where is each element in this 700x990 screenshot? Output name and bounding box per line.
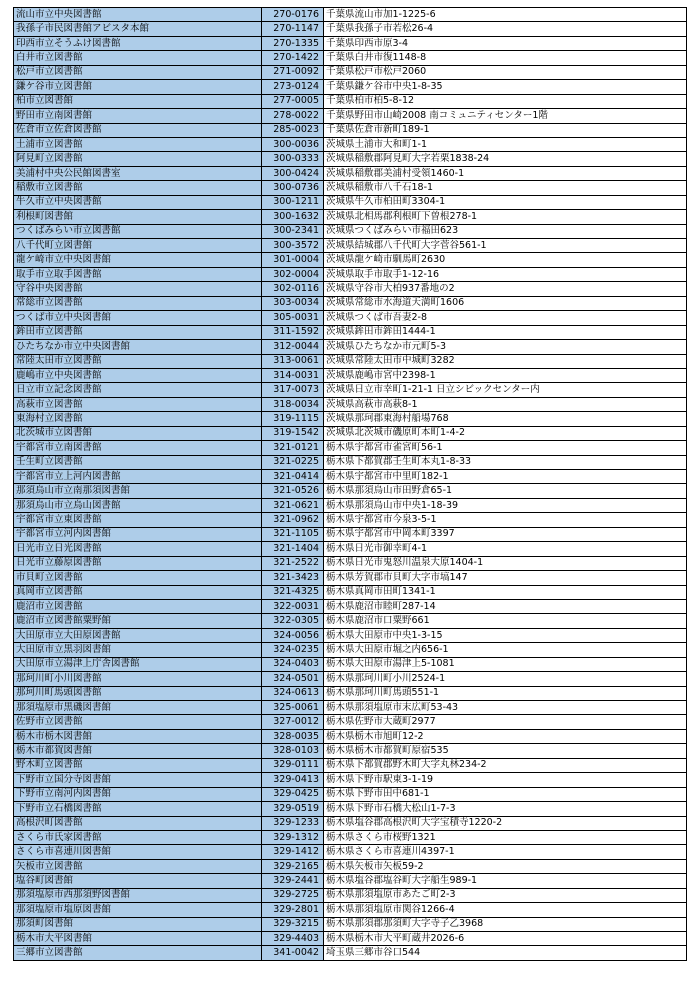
library-name-cell: 北茨城市立図書館 [14, 426, 262, 440]
table-row [14, 51, 687, 65]
library-name-cell: 東海村立図書館 [14, 412, 262, 426]
table-row [14, 773, 687, 787]
table-row [14, 628, 687, 642]
library-name-cell: 高根沢町図書館 [14, 816, 262, 830]
table-row [14, 657, 687, 671]
library-name-cell: 市貝町立図書館 [14, 571, 262, 585]
postal-code-cell: 321-0414 [262, 470, 324, 484]
table-row [14, 311, 687, 325]
postal-code-cell: 277-0005 [262, 94, 324, 108]
address-cell: 茨城県北相馬郡利根町下曽根278-1 [324, 210, 687, 224]
address-cell: 栃木県那珂川町馬頭551-1 [324, 686, 687, 700]
address-cell: 茨城県稲敷市八千石18-1 [324, 181, 687, 195]
postal-code-cell: 329-3215 [262, 917, 324, 931]
postal-code-cell: 325-0061 [262, 701, 324, 715]
address-cell: 栃木県宇都宮市今泉3-5-1 [324, 513, 687, 527]
address-cell: 茨城県常総市水海道天満町1606 [324, 296, 687, 310]
library-name-cell: つくばみらい市立図書館 [14, 224, 262, 238]
address-cell: 茨城県つくば市吾妻2-8 [324, 311, 687, 325]
library-name-cell: 八千代町立図書館 [14, 239, 262, 253]
postal-code-cell: 311-1592 [262, 325, 324, 339]
postal-code-cell: 318-0034 [262, 397, 324, 411]
postal-code-cell: 321-2522 [262, 556, 324, 570]
postal-code-cell: 313-0061 [262, 354, 324, 368]
address-cell: 栃木県栃木市都賀町原宿535 [324, 744, 687, 758]
table-row [14, 181, 687, 195]
address-cell: 栃木県さくら市喜連川4397-1 [324, 845, 687, 859]
library-name-cell: 野田市立南図書館 [14, 109, 262, 123]
table-row [14, 686, 687, 700]
table-row [14, 296, 687, 310]
postal-code-cell: 328-0035 [262, 729, 324, 743]
library-name-cell: 那須町図書館 [14, 917, 262, 931]
postal-code-cell: 300-1632 [262, 210, 324, 224]
postal-code-cell: 324-0403 [262, 657, 324, 671]
postal-code-cell: 270-1422 [262, 51, 324, 65]
postal-code-cell: 329-1233 [262, 816, 324, 830]
table-row [14, 701, 687, 715]
table-row [14, 599, 687, 613]
address-cell: 千葉県佐倉市新町189-1 [324, 123, 687, 137]
address-cell: 栃木県那須烏山市中央1-18-39 [324, 498, 687, 512]
library-name-cell: 塩谷町図書館 [14, 874, 262, 888]
library-name-cell: ひたちなか市立中央図書館 [14, 340, 262, 354]
library-name-cell: 阿見町立図書館 [14, 152, 262, 166]
address-cell: 栃木県宇都宮市雀宮町56-1 [324, 441, 687, 455]
table-row [14, 152, 687, 166]
postal-code-cell: 324-0613 [262, 686, 324, 700]
table-row [14, 470, 687, 484]
address-cell: 栃木県日光市鬼怒川温泉大原1404-1 [324, 556, 687, 570]
address-cell: 栃木県真岡市田町1341-1 [324, 585, 687, 599]
address-cell: 千葉県柏市柏5-8-12 [324, 94, 687, 108]
library-name-cell: 那須塩原市西那須野図書館 [14, 888, 262, 902]
address-cell: 栃木県日光市御幸町4-1 [324, 542, 687, 556]
postal-code-cell: 329-2441 [262, 874, 324, 888]
table-row [14, 36, 687, 50]
address-cell: 千葉県印西市原3-4 [324, 36, 687, 50]
library-name-cell: 常総市立図書館 [14, 296, 262, 310]
postal-code-cell: 322-0031 [262, 599, 324, 613]
table-row [14, 210, 687, 224]
postal-code-cell: 271-0092 [262, 65, 324, 79]
library-name-cell: 那須烏山市立南那須図書館 [14, 484, 262, 498]
library-name-cell: 龍ケ崎市立中央図書館 [14, 253, 262, 267]
postal-code-cell: 329-0413 [262, 773, 324, 787]
table-row [14, 946, 687, 960]
table-row [14, 585, 687, 599]
address-cell: 栃木県宇都宮市中里町182-1 [324, 470, 687, 484]
library-name-cell: 栃木市大平図書館 [14, 932, 262, 946]
postal-code-cell: 329-4403 [262, 932, 324, 946]
postal-code-cell: 321-0121 [262, 441, 324, 455]
library-name-cell: 三郷市立図書館 [14, 946, 262, 960]
library-name-cell: 宇都宮市立東図書館 [14, 513, 262, 527]
library-name-cell: 美浦村中央公民館図書室 [14, 166, 262, 180]
table-row [14, 325, 687, 339]
table-row [14, 426, 687, 440]
table-row [14, 542, 687, 556]
address-cell: 茨城県つくばみらい市福田623 [324, 224, 687, 238]
table-row [14, 830, 687, 844]
table-row [14, 8, 687, 22]
address-cell: 茨城県龍ケ崎市馴馬町2630 [324, 253, 687, 267]
library-name-cell: 松戸市立図書館 [14, 65, 262, 79]
address-cell: 栃木県那須郡那須町大字寺子乙3968 [324, 917, 687, 931]
library-name-cell: 野木町立図書館 [14, 758, 262, 772]
postal-code-cell: 319-1542 [262, 426, 324, 440]
postal-code-cell: 300-0333 [262, 152, 324, 166]
address-cell: 栃木県大田原市中央1-3-15 [324, 628, 687, 642]
table-row [14, 802, 687, 816]
table-row [14, 65, 687, 79]
address-cell: 栃木県大田原市湯津上5-1081 [324, 657, 687, 671]
table-row [14, 267, 687, 281]
table-row [14, 816, 687, 830]
address-cell: 栃木県鹿沼市口粟野661 [324, 614, 687, 628]
postal-code-cell: 322-0305 [262, 614, 324, 628]
library-name-cell: 利根町図書館 [14, 210, 262, 224]
address-cell: 千葉県松戸市松戸2060 [324, 65, 687, 79]
library-name-cell: 大田原市立湯津上庁舎図書館 [14, 657, 262, 671]
postal-code-cell: 321-0962 [262, 513, 324, 527]
table-row [14, 932, 687, 946]
address-cell: 埼玉県三郷市谷口544 [324, 946, 687, 960]
address-cell: 千葉県鎌ケ谷市中央1-8-35 [324, 80, 687, 94]
library-name-cell: 矢板市立図書館 [14, 859, 262, 873]
postal-code-cell: 300-0036 [262, 137, 324, 151]
postal-code-cell: 273-0124 [262, 80, 324, 94]
table-row [14, 484, 687, 498]
address-cell: 栃木県栃木市旭町12-2 [324, 729, 687, 743]
postal-code-cell: 270-1147 [262, 22, 324, 36]
address-cell: 茨城県高萩市高萩8-1 [324, 397, 687, 411]
postal-code-cell: 329-0519 [262, 802, 324, 816]
postal-code-cell: 312-0044 [262, 340, 324, 354]
library-name-cell: 鹿沼市立図書館粟野館 [14, 614, 262, 628]
library-name-cell: 白井市立図書館 [14, 51, 262, 65]
table-row [14, 527, 687, 541]
address-cell: 栃木県佐野市大蔵町2977 [324, 715, 687, 729]
library-name-cell: 下野市立南河内図書館 [14, 787, 262, 801]
library-name-cell: 下野市立国分寺図書館 [14, 773, 262, 787]
postal-code-cell: 321-1404 [262, 542, 324, 556]
address-cell: 栃木県下野市駅東3-1-19 [324, 773, 687, 787]
address-cell: 栃木県下都賀郡野木町大字丸林234-2 [324, 758, 687, 772]
postal-code-cell: 300-1211 [262, 195, 324, 209]
postal-code-cell: 300-0424 [262, 166, 324, 180]
table-row [14, 888, 687, 902]
table-row [14, 368, 687, 382]
address-cell: 千葉県野田市山崎2008 南コミュニティセンター1階 [324, 109, 687, 123]
postal-code-cell: 278-0022 [262, 109, 324, 123]
table-row [14, 729, 687, 743]
postal-code-cell: 329-2725 [262, 888, 324, 902]
library-name-cell: 土浦市立図書館 [14, 137, 262, 151]
postal-code-cell: 329-1412 [262, 845, 324, 859]
address-cell: 茨城県那珂郡東海村船場768 [324, 412, 687, 426]
table-row [14, 340, 687, 354]
library-name-cell: 大田原市立大田原図書館 [14, 628, 262, 642]
address-cell: 栃木県那須塩原市関谷1266-4 [324, 903, 687, 917]
address-cell: 栃木県宇都宮市中岡本町3397 [324, 527, 687, 541]
library-name-cell: 常陸太田市立図書館 [14, 354, 262, 368]
library-table [13, 7, 687, 961]
library-name-cell: 牛久市立中央図書館 [14, 195, 262, 209]
postal-code-cell: 321-0225 [262, 455, 324, 469]
table-row [14, 239, 687, 253]
table-row [14, 513, 687, 527]
address-cell: 茨城県鉾田市鉾田1444-1 [324, 325, 687, 339]
table-row [14, 253, 687, 267]
library-name-cell: 鉾田市立図書館 [14, 325, 262, 339]
postal-code-cell: 302-0004 [262, 267, 324, 281]
address-cell: 栃木県塩谷郡高根沢町大字宝積寺1220-2 [324, 816, 687, 830]
library-name-cell: さくら市喜連川図書館 [14, 845, 262, 859]
library-name-cell: 下野市立石橋図書館 [14, 802, 262, 816]
address-cell: 栃木県塩谷郡塩谷町大字船生989-1 [324, 874, 687, 888]
table-row [14, 556, 687, 570]
postal-code-cell: 305-0031 [262, 311, 324, 325]
address-cell: 茨城県鹿嶋市宮中2398-1 [324, 368, 687, 382]
library-name-cell: 那須塩原市塩原図書館 [14, 903, 262, 917]
library-name-cell: 佐倉市立佐倉図書館 [14, 123, 262, 137]
address-cell: 栃木県下都賀郡壬生町本丸1-8-33 [324, 455, 687, 469]
postal-code-cell: 328-0103 [262, 744, 324, 758]
library-name-cell: 那須塩原市黒磯図書館 [14, 701, 262, 715]
table-row [14, 571, 687, 585]
library-name-cell: つくば市立中央図書館 [14, 311, 262, 325]
postal-code-cell: 329-2165 [262, 859, 324, 873]
postal-code-cell: 270-0176 [262, 8, 324, 22]
address-cell: 茨城県結城郡八千代町大字菅谷561-1 [324, 239, 687, 253]
postal-code-cell: 314-0031 [262, 368, 324, 382]
postal-code-cell: 321-0526 [262, 484, 324, 498]
postal-code-cell: 329-0425 [262, 787, 324, 801]
library-name-cell: 日立市立記念図書館 [14, 383, 262, 397]
library-name-cell: 日光市立藤原図書館 [14, 556, 262, 570]
table-row [14, 787, 687, 801]
address-cell: 茨城県稲敷郡美浦村受領1460-1 [324, 166, 687, 180]
postal-code-cell: 341-0042 [262, 946, 324, 960]
table-row [14, 94, 687, 108]
library-name-cell: 守谷中央図書館 [14, 282, 262, 296]
library-name-cell: 鹿嶋市立中央図書館 [14, 368, 262, 382]
address-cell: 栃木県鹿沼市睦町287-14 [324, 599, 687, 613]
library-name-cell: 那珂川町馬頭図書館 [14, 686, 262, 700]
address-cell: 栃木県矢板市矢板59-2 [324, 859, 687, 873]
library-name-cell: 鹿沼市立図書館 [14, 599, 262, 613]
postal-code-cell: 285-0023 [262, 123, 324, 137]
postal-code-cell: 321-3423 [262, 571, 324, 585]
table-row [14, 224, 687, 238]
table-row [14, 80, 687, 94]
postal-code-cell: 302-0116 [262, 282, 324, 296]
address-cell: 栃木県那須塩原市末広町53-43 [324, 701, 687, 715]
postal-code-cell: 270-1335 [262, 36, 324, 50]
table-row [14, 498, 687, 512]
library-rows [14, 8, 687, 961]
postal-code-cell: 324-0056 [262, 628, 324, 642]
table-row [14, 744, 687, 758]
postal-code-cell: 324-0501 [262, 672, 324, 686]
table-row [14, 195, 687, 209]
library-name-cell: 宇都宮市立南図書館 [14, 441, 262, 455]
address-cell: 栃木県芳賀郡市貝町大字市塙147 [324, 571, 687, 585]
postal-code-cell: 317-0073 [262, 383, 324, 397]
library-name-cell: 流山市立中央図書館 [14, 8, 262, 22]
postal-code-cell: 329-2801 [262, 903, 324, 917]
address-cell: 千葉県流山市加1-1225-6 [324, 8, 687, 22]
library-name-cell: 栃木市都賀図書館 [14, 744, 262, 758]
address-cell: 茨城県守谷市大柏937番地の2 [324, 282, 687, 296]
table-row [14, 614, 687, 628]
library-name-cell: 真岡市立図書館 [14, 585, 262, 599]
table-row [14, 123, 687, 137]
address-cell: 茨城県ひたちなか市元町5-3 [324, 340, 687, 354]
table-row [14, 859, 687, 873]
table-row [14, 282, 687, 296]
library-name-cell: 取手市立取手図書館 [14, 267, 262, 281]
table-row [14, 137, 687, 151]
library-name-cell: 稲敷市立図書館 [14, 181, 262, 195]
library-name-cell: 鎌ケ谷市立図書館 [14, 80, 262, 94]
address-cell: 栃木県那珂川町小川2524-1 [324, 672, 687, 686]
table-row [14, 903, 687, 917]
address-cell: 栃木県下野市石橋大松山1-7-3 [324, 802, 687, 816]
library-name-cell: 壬生町立図書館 [14, 455, 262, 469]
library-name-cell: 宇都宮市立河内図書館 [14, 527, 262, 541]
table-row [14, 397, 687, 411]
library-name-cell: 大田原市立黒羽図書館 [14, 643, 262, 657]
library-name-cell: さくら市氏家図書館 [14, 830, 262, 844]
address-cell: 茨城県牛久市柏田町3304-1 [324, 195, 687, 209]
library-name-cell: 日光市立日光図書館 [14, 542, 262, 556]
library-name-cell: 柏市立図書館 [14, 94, 262, 108]
address-cell: 茨城県北茨城市磯原町本町1-4-2 [324, 426, 687, 440]
library-name-cell: 佐野市立図書館 [14, 715, 262, 729]
address-cell: 栃木県那須塩原市あたご町2-3 [324, 888, 687, 902]
postal-code-cell: 319-1115 [262, 412, 324, 426]
library-name-cell: 那須烏山市立烏山図書館 [14, 498, 262, 512]
table-row [14, 412, 687, 426]
table-row [14, 441, 687, 455]
table-row [14, 874, 687, 888]
table-row [14, 22, 687, 36]
postal-code-cell: 321-1105 [262, 527, 324, 541]
postal-code-cell: 303-0034 [262, 296, 324, 310]
table-row [14, 672, 687, 686]
postal-code-cell: 301-0004 [262, 253, 324, 267]
table-row [14, 758, 687, 772]
postal-code-cell: 321-4325 [262, 585, 324, 599]
postal-code-cell: 329-0111 [262, 758, 324, 772]
address-cell: 茨城県取手市取手1-12-16 [324, 267, 687, 281]
postal-code-cell: 329-1312 [262, 830, 324, 844]
address-cell: 茨城県稲敷郡阿見町大字若栗1838-24 [324, 152, 687, 166]
address-cell: 茨城県日立市幸町1-21-1 日立シビックセンター内 [324, 383, 687, 397]
postal-code-cell: 321-0621 [262, 498, 324, 512]
library-name-cell: 我孫子市民図書館アビスタ本館 [14, 22, 262, 36]
table-row [14, 455, 687, 469]
table-row [14, 917, 687, 931]
address-cell: 茨城県常陸太田市中城町3282 [324, 354, 687, 368]
table-row [14, 166, 687, 180]
library-name-cell: 那珂川町小川図書館 [14, 672, 262, 686]
library-address-sheet [13, 7, 687, 961]
library-name-cell: 栃木市栃木図書館 [14, 729, 262, 743]
address-cell: 栃木県大田原市堀之内656-1 [324, 643, 687, 657]
table-row [14, 354, 687, 368]
table-row [14, 845, 687, 859]
library-name-cell: 宇都宮市立上河内図書館 [14, 470, 262, 484]
postal-code-cell: 300-3572 [262, 239, 324, 253]
address-cell: 千葉県我孫子市若松26-4 [324, 22, 687, 36]
address-cell: 茨城県土浦市大和町1-1 [324, 137, 687, 151]
address-cell: 栃木県那須烏山市田野倉65-1 [324, 484, 687, 498]
library-name-cell: 印西市立そうふけ図書館 [14, 36, 262, 50]
address-cell: 栃木県下野市田中681-1 [324, 787, 687, 801]
table-row [14, 109, 687, 123]
table-row [14, 715, 687, 729]
postal-code-cell: 327-0012 [262, 715, 324, 729]
address-cell: 栃木県さくら市桜野1321 [324, 830, 687, 844]
postal-code-cell: 324-0235 [262, 643, 324, 657]
address-cell: 千葉県白井市復1148-8 [324, 51, 687, 65]
table-row [14, 643, 687, 657]
postal-code-cell: 300-2341 [262, 224, 324, 238]
postal-code-cell: 300-0736 [262, 181, 324, 195]
library-name-cell: 高萩市立図書館 [14, 397, 262, 411]
table-row [14, 383, 687, 397]
address-cell: 栃木県栃木市大平町蔵井2026-6 [324, 932, 687, 946]
